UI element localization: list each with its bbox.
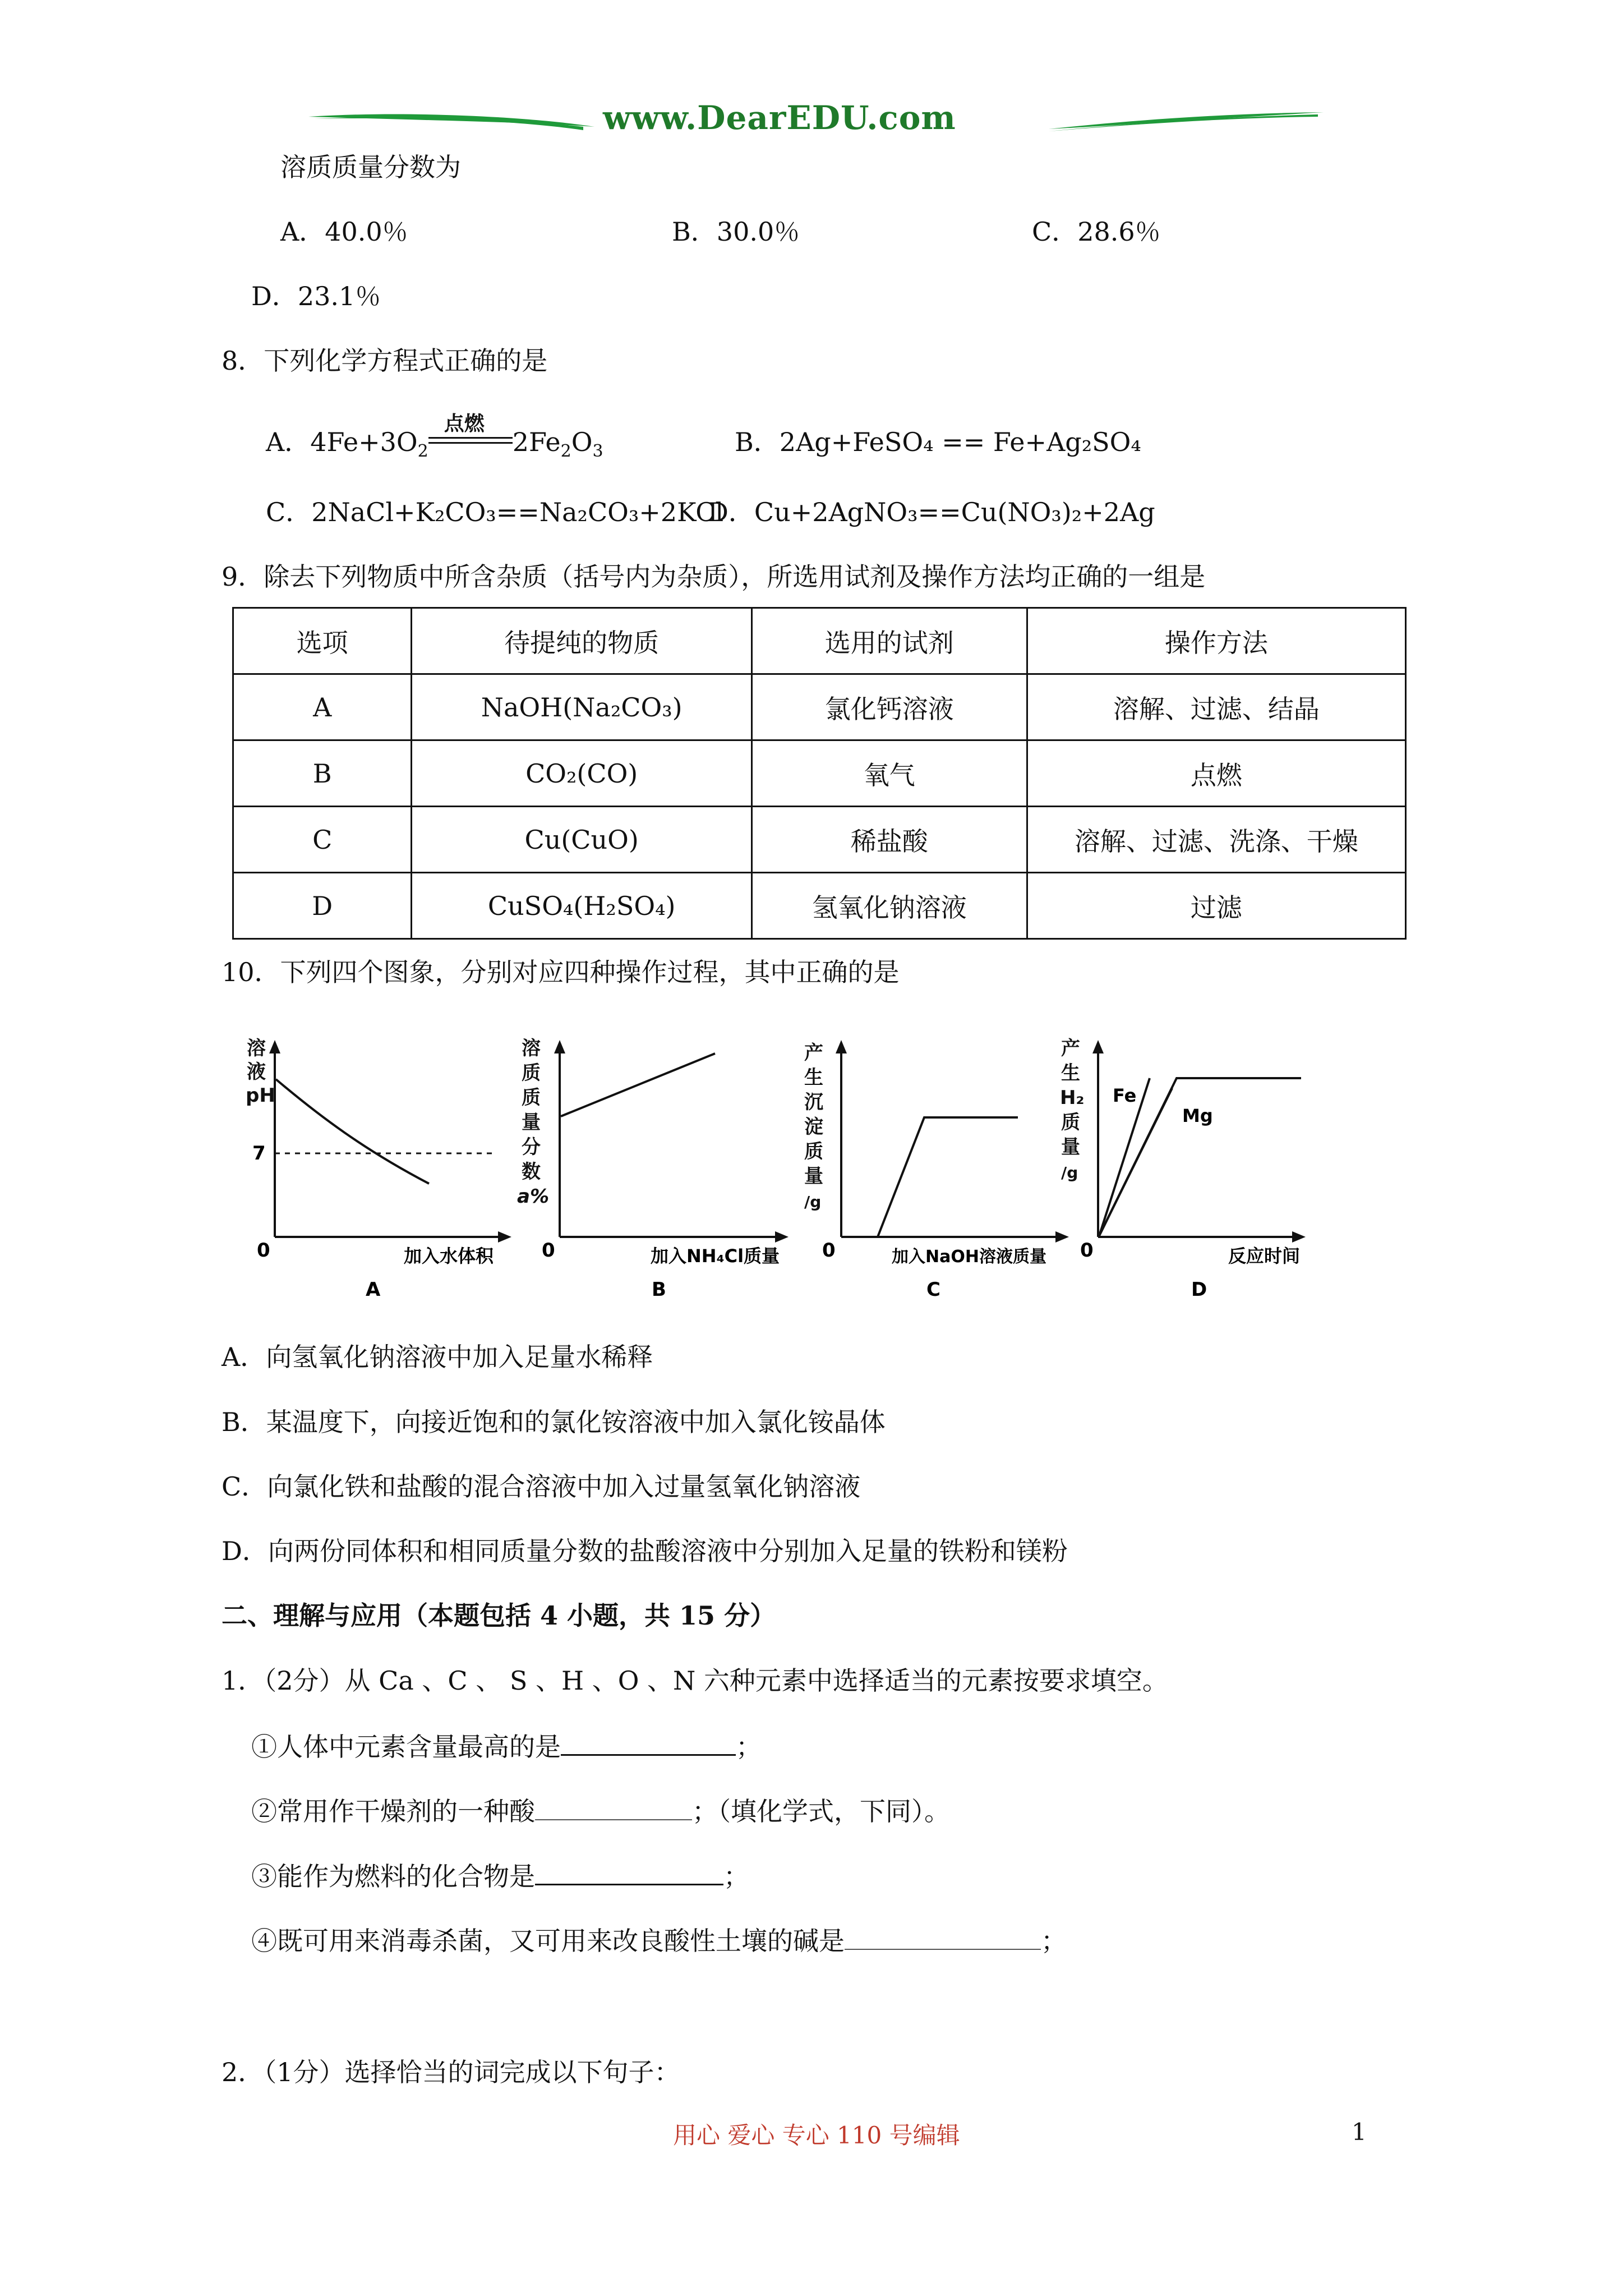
q7-tail: 溶质质量分数为	[280, 152, 461, 182]
graph-d-y-char: 质	[1061, 1111, 1080, 1134]
graph-a-y-arrow-icon	[269, 1040, 280, 1053]
graph-d-fe-label: Fe	[1113, 1085, 1137, 1106]
graph-c-series-line	[878, 1117, 1018, 1237]
item-suffix: ；	[1041, 1926, 1067, 1956]
graph-c-y-char: 质	[804, 1140, 823, 1163]
q8-a-condition	[428, 412, 513, 457]
table-row	[233, 807, 1406, 873]
item-suffix: ；（填化学式，下同）。	[692, 1796, 950, 1826]
table-cell: 氢氧化钠溶液	[751, 873, 1027, 939]
table-row	[233, 740, 1406, 807]
graph-a-series-line	[276, 1079, 429, 1184]
graph-d-y-char: H₂	[1060, 1087, 1085, 1109]
graph-b-x-arrow-icon	[775, 1231, 789, 1243]
graph-d-y-arrow-icon	[1092, 1040, 1104, 1053]
graph-a-letter: A	[366, 1278, 381, 1301]
table-cell: NaOH(Na₂CO₃)	[412, 674, 752, 740]
q8-a-double-line	[428, 437, 513, 444]
graph-b-y-char: 质	[522, 1062, 541, 1084]
graph-d-x-label: 反应时间	[1228, 1245, 1301, 1267]
graph-c-y-char: 量	[804, 1165, 823, 1188]
table-header-row	[233, 608, 1406, 674]
q8-option-a	[266, 412, 603, 468]
q7-option-a: A．40.0％	[280, 217, 408, 247]
graph-b-y-arrow-icon	[554, 1040, 565, 1053]
q7-option-c: C．28.6％	[1032, 217, 1161, 247]
q8-a-sub3: 3	[592, 441, 603, 462]
graph-c-y-char: 淀	[804, 1116, 823, 1138]
graph-b-y-char: 溶	[522, 1037, 541, 1060]
q8-option-d: D．Cu+2AgNO₃==Cu(NO₃)₂+2Ag	[708, 497, 1155, 527]
graph-c-x-label: 加入NaOH溶液质量	[892, 1247, 1046, 1267]
table-cell: CO₂(CO)	[412, 740, 752, 807]
page-number: 1	[1352, 2118, 1367, 2146]
table-header-cell: 选项	[233, 608, 412, 674]
q10-option-a: A．向氢氧化钠溶液中加入足量水稀释	[222, 1342, 653, 1372]
q8-a-sub: 2	[417, 441, 428, 462]
table-header-cell: 待提纯的物质	[412, 608, 752, 674]
q8-a-sub2: 2	[560, 441, 571, 462]
q7-option-b: B．30.0％	[672, 217, 800, 247]
table-cell: CuSO₄(H₂SO₄)	[412, 873, 752, 939]
table-cell: A	[233, 674, 412, 740]
graph-b-y-char: 质	[522, 1087, 541, 1109]
item-prompt: ②常用作干燥剂的一种酸	[251, 1796, 535, 1826]
q8-option-b: B．2Ag+FeSO₄ == Fe+Ag₂SO₄	[735, 427, 1141, 457]
answer-blank[interactable]	[845, 1923, 1041, 1950]
item-prompt: ④既可用来消毒杀菌，又可用来改良酸性土壤的碱是	[251, 1926, 845, 1956]
section2-q1-stem: 1．（2分）从 Ca 、C 、 S 、H 、O 、N 六种元素中选择适当的元素按要求填空。	[222, 1665, 1168, 1696]
table-row	[233, 674, 1406, 740]
graph-b-letter: B	[652, 1278, 666, 1301]
graph-d-mg-label: Mg	[1182, 1105, 1213, 1126]
graph-c-y-char: 沉	[804, 1091, 823, 1114]
q10-option-d: D．向两份同体积和相同质量分数的盐酸溶液中分别加入足量的铁粉和镁粉	[222, 1536, 1068, 1566]
graph-d-x-arrow-icon	[1292, 1231, 1306, 1243]
graph-a-y-char: 溶	[247, 1037, 266, 1060]
graph-a-origin: 0	[257, 1239, 270, 1262]
q7-option-d: D．23.1％	[251, 281, 381, 311]
section2-title: 二、理解与应用（本题包括 4 小题，共 15 分）	[222, 1600, 776, 1631]
section2-q1-item	[251, 1793, 950, 1828]
q10-option-c: C．向氯化铁和盐酸的混合溶液中加入过量氢氧化钠溶液	[222, 1471, 861, 1502]
graph-a-x-arrow-icon	[498, 1231, 511, 1243]
graph-b-origin: 0	[542, 1239, 555, 1262]
graph-b-y-label	[517, 1037, 549, 1208]
item-prompt: ①人体中元素含量最高的是	[251, 1732, 561, 1762]
graph-c-y-char: 产	[804, 1042, 823, 1064]
section2-q1-item	[251, 1728, 762, 1764]
section2-q1-item	[251, 1923, 1067, 1958]
table-cell: 氯化钙溶液	[751, 674, 1027, 740]
graph-a-y-char: 液	[247, 1061, 266, 1083]
table-cell: 溶解、过滤、结晶	[1027, 674, 1405, 740]
graph-d-y-char: 产	[1061, 1037, 1080, 1060]
graph-d-origin: 0	[1080, 1239, 1094, 1262]
graph-a-y-char: pH	[246, 1084, 275, 1107]
graph-d-y-char: 量	[1061, 1136, 1080, 1158]
graph-a	[236, 1032, 527, 1313]
graph-b-series-line	[561, 1053, 715, 1116]
graph-b-y-char: 数	[522, 1161, 541, 1183]
graph-b	[516, 1032, 808, 1313]
q8-option-c: C．2NaCl+K₂CO₃==Na₂CO₃+2KCl	[266, 497, 724, 527]
table-cell: 稀盐酸	[751, 807, 1027, 873]
q10-option-b: B．某温度下，向接近饱和的氯化铵溶液中加入氯化铵晶体	[222, 1407, 886, 1437]
site-name[interactable]: www.DearEDU.com	[603, 99, 956, 137]
q8-a-right: 2Fe	[512, 427, 561, 457]
answer-blank[interactable]	[535, 1793, 692, 1820]
graph-c-y-char: 生	[804, 1066, 823, 1089]
section2-q1-item	[251, 1858, 749, 1893]
table-header-cell: 操作方法	[1027, 608, 1405, 674]
graph-c-y-char: /g	[804, 1193, 822, 1211]
graph-b-y-char: 分	[522, 1136, 541, 1158]
graph-a-x-label: 加入水体积	[404, 1245, 494, 1267]
table-cell: B	[233, 740, 412, 807]
graph-a-y-label	[246, 1037, 275, 1107]
q8-a-left: A．4Fe+3O	[266, 427, 418, 457]
graph-b-x-label: 加入NH₄Cl质量	[651, 1245, 780, 1267]
table-header-cell: 选用的试剂	[751, 608, 1027, 674]
q8-a-cond-label: 点燃	[444, 412, 485, 435]
graph-c-origin: 0	[822, 1239, 836, 1262]
graph-d	[1060, 1032, 1329, 1313]
q8-stem: 8．下列化学方程式正确的是	[222, 346, 548, 376]
answer-blank[interactable]	[535, 1858, 723, 1885]
q10-stem: 10．下列四个图象，分别对应四种操作过程，其中正确的是	[222, 957, 900, 987]
graph-d-letter: D	[1191, 1278, 1207, 1301]
graph-b-y-char: 量	[522, 1111, 541, 1134]
table-cell: Cu(CuO)	[412, 807, 752, 873]
item-suffix: ；	[723, 1861, 749, 1892]
section2-q2-stem: 2．（1分）选择恰当的词完成以下句子：	[222, 2057, 680, 2087]
q8-a-right2: O	[571, 427, 593, 457]
graph-d-y-label	[1060, 1037, 1084, 1182]
footer-note: 用心 爱心 专心 110 号编辑	[673, 2122, 960, 2149]
table-cell: 点燃	[1027, 740, 1405, 807]
table-cell: C	[233, 807, 412, 873]
table-cell: 氧气	[751, 740, 1027, 807]
graph-d-series-mg-slope	[1099, 1088, 1172, 1236]
graph-c-letter: C	[926, 1278, 940, 1301]
graph-c-y-arrow-icon	[836, 1040, 847, 1053]
graph-c-y-label	[804, 1042, 823, 1211]
graph-d-y-char: 生	[1061, 1062, 1080, 1084]
item-prompt: ③能作为燃料的化合物是	[251, 1861, 535, 1892]
graph-b-y-char: a%	[517, 1185, 550, 1208]
answer-blank[interactable]	[561, 1728, 736, 1756]
graph-a-ref-label: 7	[252, 1142, 266, 1165]
graph-d-y-char: /g	[1061, 1163, 1078, 1182]
q9-stem: 9．除去下列物质中所含杂质（括号内为杂质），所选用试剂及操作方法均正确的一组是	[222, 562, 1206, 592]
table-row	[233, 873, 1406, 939]
graph-c	[796, 1032, 1088, 1313]
site-header	[303, 94, 1329, 150]
table-cell: 过滤	[1027, 873, 1405, 939]
q9-options-table	[232, 607, 1407, 940]
table-cell: 溶解、过滤、洗涤、干燥	[1027, 807, 1405, 873]
table-cell: D	[233, 873, 412, 939]
item-suffix: ；	[736, 1732, 762, 1762]
